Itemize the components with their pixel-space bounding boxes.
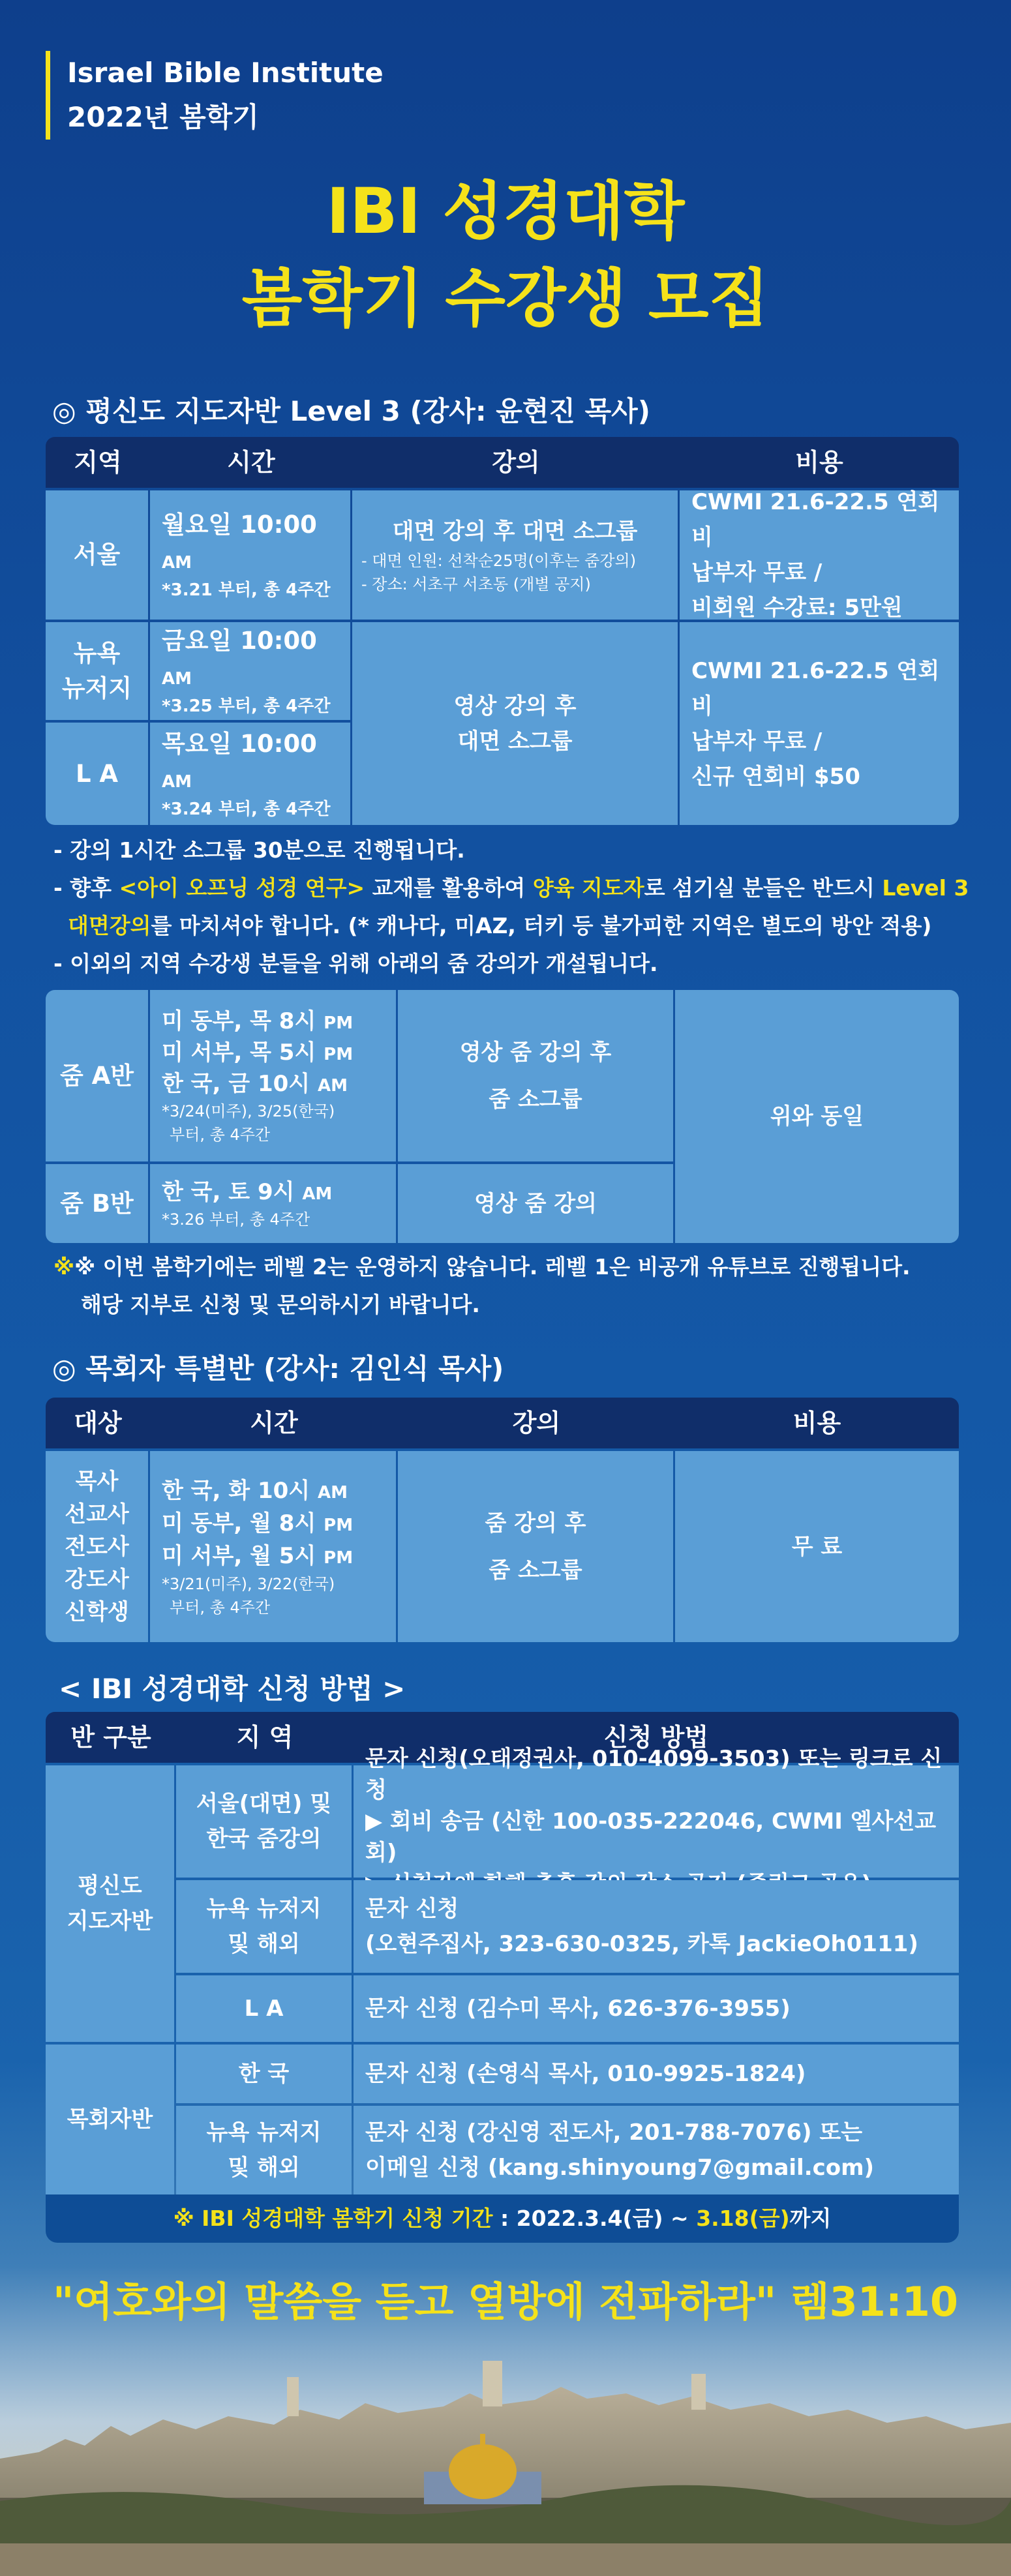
group-lay-line1: 평신도 [78,1873,142,1899]
zoom-a-label-text: 줌 A반 [59,1061,134,1090]
zoom-a-t3 [162,1068,348,1100]
seoul-time-value: 월요일 10:00 [162,511,317,539]
r1-method1: 문자 신청(오태정권사, 010-4099-3503) 또는 링크로 신청 [365,1746,943,1803]
header-time: 시간 [250,1409,298,1437]
note-1: - 강의 1시간 소그룹 30분으로 진행됩니다. [53,837,465,863]
note-2b: <아이 오프닝 성경 연구> [119,875,365,901]
target-item: 전도사 [65,1533,129,1560]
zoom-b-t1 [162,1176,332,1208]
s2-t3-value: 미 서부, 월 5시 [162,1542,316,1569]
r4-method1: 문자 신청 (손영식 목사, 010-9925-1824) [365,2061,806,2087]
zoom-b-t1-value: 한 국, 토 9시 [162,1178,295,1205]
notice-line2: 해당 지부로 신청 및 문의하시기 바랍니다. [81,1292,480,1317]
target-item: 선교사 [65,1501,129,1527]
main-title-line2: 봄학기 수강생 모집 [241,262,770,335]
s2-t2-value: 미 동부, 월 8시 [162,1510,316,1536]
r4-region [176,2044,352,2103]
footer-c: : 2022.3.4(금) ~ [492,2206,697,2231]
target-item: 강도사 [65,1566,129,1593]
seoul-fee [680,490,959,620]
zoom-b-period: *3.26 부터, 총 4주간 [162,1210,310,1229]
seoul-fee2: 납부자 무료 / [691,560,822,586]
r2-method [354,1880,959,1973]
target-item: 목사 [75,1468,119,1495]
zoom-b-lecture-text: 영상 줌 강의 [474,1190,597,1217]
seoul-lecture [352,490,678,620]
section3-table [46,1712,959,2194]
s2-t3-ampm: PM [324,1548,354,1568]
s2-period2: 부터, 총 4주간 [170,1598,271,1617]
r5-method2: 이메일 신청 (kang.shinyoung7@gmail.com) [365,2155,875,2181]
header-target: 대상 [74,1409,122,1437]
notice-line1 [53,1248,911,1286]
footer-a: ※ IBI 성경대학 봄학기 [173,2206,402,2231]
header-time: 시간 [227,448,275,477]
note-2a: - 향후 [53,875,119,901]
r5-region1: 뉴욕 뉴저지 [206,2119,322,2146]
seoul-lecture-note1: - 대면 인원: 선착순25명(이후는 줌강의) [361,552,637,570]
zoom-a-lecture2: 줌 소그룹 [489,1086,582,1113]
la-region [46,723,148,825]
section1-title: ◎ 평신도 지도자반 Level 3 (강사: 윤현진 목사) [52,395,650,427]
note-2f: Level 3 [882,875,969,901]
group-lay-line2: 지도자반 [67,1908,153,1934]
shared-lecture2: 대면 소그룹 [457,728,573,755]
zoom-a-t2-ampm: PM [324,1044,354,1064]
r5-method1: 문자 신청 (강신영 전도사, 201-788-7076) 또는 [365,2119,863,2146]
zoom-fee-text: 위와 동일 [770,1103,864,1130]
header-region: 지역 [74,448,122,477]
ny-region1: 뉴욕 [73,639,121,667]
r2-method2: (오현주집사, 323-630-0325, 카톡 JackieOh0111) [365,1931,918,1957]
header-class: 반 구분 [70,1723,151,1752]
zoom-a-t1-ampm: PM [324,1013,354,1033]
r2-region [176,1880,352,1973]
main-title-line1: IBI 성경대학 [326,175,685,248]
shared-lecture [352,622,678,825]
r3-region-text: L A [244,1996,284,2022]
note-3 [53,907,969,945]
section2-title: ◎ 목회자 특별반 (강사: 김인식 목사) [52,1353,504,1385]
s2-t2 [162,1507,353,1540]
org-name: Israel Bible Institute [67,57,384,89]
note-2e: 로 섬기실 분들은 반드시 [644,875,883,901]
r4-method [354,2044,959,2103]
footer-d: 3.18(금) [696,2206,790,2231]
r3-method [354,1975,959,2042]
r2-region1: 뉴욕 뉴저지 [206,1896,322,1922]
zoom-b-label-text: 줌 B반 [60,1189,134,1218]
s2-fee [675,1451,959,1642]
seoul-time [150,490,350,620]
zoom-a-t1 [162,1006,353,1037]
shared-fee3: 신규 연회비 $50 [691,763,860,790]
note-3a: 대면강의 [68,913,151,938]
ny-region [46,622,148,720]
shared-fee [680,622,959,825]
group-pastor [46,2044,174,2194]
header-org [46,51,384,140]
s2-lecture1: 줌 강의 후 [485,1510,586,1536]
header-fee: 비용 [795,448,843,477]
zoom-table [46,990,959,1243]
s2-lecture [398,1451,673,1642]
zoom-b-t1-ampm: AM [302,1184,333,1204]
notes-block [53,831,969,983]
zoom-b-label [46,1164,148,1243]
la-time-text [162,726,350,797]
s2-t2-ampm: PM [324,1515,354,1535]
header-region: 지 역 [236,1723,294,1752]
zoom-a-t1-value: 미 동부, 목 8시 [162,1008,316,1034]
footer-e: 까지 [789,2206,832,2231]
r2-method1: 문자 신청 [365,1896,459,1922]
seoul-fee1: CWMI 21.6-22.5 연회비 [691,489,940,550]
s2-t1-ampm: AM [317,1482,348,1503]
seoul-region [46,490,148,620]
zoom-a-period2: 부터, 총 4주간 [170,1125,271,1144]
note-4: - 이외의 지역 수강생 분들을 위해 아래의 줌 강의가 개설됩니다. [53,951,658,976]
s2-t1 [162,1475,348,1507]
note-3b: 를 마치셔야 합니다. (* 캐나다, 미AZ, 터키 등 불가피한 지역은 별도의 방안 적용) [151,913,932,938]
zoom-a-lecture [398,990,673,1161]
notice-line1-text: ※ 이번 봄학기에는 레벨 2는 운영하지 않습니다. 레벨 1은 비공개 유튜브로 진행됩니다. [74,1254,911,1280]
zoom-a-t3-value: 한 국, 금 10시 [162,1070,310,1097]
notice-mark-icon: ※ [53,1254,75,1280]
zoom-b-time [150,1164,396,1243]
scripture-verse: "여호와의 말씀을 듣고 열방에 전파하라" 렘31:10 [52,2278,959,2326]
group-lay [46,1765,174,2042]
note-2c: 교재를 활용하여 [365,875,533,901]
group-pastor-text: 목회자반 [67,2106,153,2133]
seoul-region-text: 서울 [73,541,121,569]
s2-time [150,1451,396,1642]
zoom-b-lecture [398,1164,673,1243]
seoul-time-text [162,507,350,578]
seoul-lecture-title: 대면 강의 후 대면 소그룹 [392,518,638,545]
s2-lecture2: 줌 소그룹 [489,1557,582,1583]
section2-table [46,1398,959,1642]
s2-t3 [162,1540,353,1572]
application-period-bar [46,2194,959,2243]
seoul-lecture-note2: - 장소: 서초구 서초동 (개별 공지) [361,575,591,593]
ny-ampm: AM [162,669,192,689]
ny-region2: 뉴저지 [61,674,132,702]
zoom-a-t2-value: 미 서부, 목 5시 [162,1039,316,1066]
shared-fee2: 납부자 무료 / [691,728,822,755]
r5-method [354,2106,959,2194]
header-lecture: 강의 [492,448,540,477]
s2-t1-value: 한 국, 화 10시 [162,1477,310,1504]
note-2 [53,869,969,907]
r3-region [176,1975,352,2042]
zoom-a-t3-ampm: AM [317,1075,348,1096]
footer-b: 신청 기간 [402,2206,493,2231]
r5-region [176,2106,352,2194]
ny-time [150,622,350,720]
r4-region-text: 한 국 [238,2061,290,2087]
section1-table [46,437,959,825]
zoom-a-lecture1: 영상 줌 강의 후 [459,1039,612,1066]
seoul-ampm: AM [162,553,192,573]
s2-fee-text: 무 료 [791,1533,843,1560]
target-list [46,1451,148,1642]
term-label: 2022년 봄학기 [67,101,259,133]
zoom-a-label [46,990,148,1161]
seoul-fee3: 비회원 수강료: 5만원 [691,595,903,621]
s2-period1: *3/21(미주), 3/22(한국) [162,1574,335,1593]
header-method: 신청 방법 [603,1723,709,1752]
zoom-fee [675,990,959,1243]
jerusalem-skyline-image [0,2348,1011,2576]
ny-time-value: 금요일 10:00 [162,627,317,655]
la-time-value: 목요일 10:00 [162,729,317,758]
r3-method1: 문자 신청 (김수미 목사, 626-376-3955) [365,1996,791,2022]
shared-lecture1: 영상 강의 후 [453,693,577,719]
ny-time-text [162,623,350,694]
notice-block [53,1248,911,1324]
la-time [150,723,350,825]
la-region-text: L A [75,759,119,788]
r1-region1: 서울(대면) 및 [196,1791,332,1817]
r1-region [176,1765,352,1878]
r5-region2: 및 해외 [228,2155,300,2181]
la-period: *3.24 부터, 총 4주간 [162,799,331,819]
zoom-a-t2 [162,1037,353,1068]
note-2d: 양육 지도자 [532,875,644,901]
r1-method2: ▶ 회비 송금 (신한 100-035-222046, CWMI 엘사선교회) [365,1808,937,1866]
ny-period: *3.25 부터, 총 4주간 [162,696,331,716]
header-fee: 비용 [792,1409,841,1437]
r1-method [354,1746,959,1878]
section3-title: < IBI 성경대학 신청 방법 > [59,1673,406,1705]
target-item: 신학생 [65,1598,129,1625]
zoom-a-period1: *3/24(미주), 3/25(한국) [162,1101,335,1120]
zoom-a-time [150,990,396,1161]
r1-region2: 한국 줌강의 [206,1826,322,1852]
la-ampm: AM [162,771,192,792]
r2-region2: 및 해외 [228,1931,300,1957]
shared-fee1: CWMI 21.6-22.5 연회비 [691,657,940,719]
seoul-period: *3.21 부터, 총 4주간 [162,580,331,600]
header-lecture: 강의 [512,1409,561,1437]
